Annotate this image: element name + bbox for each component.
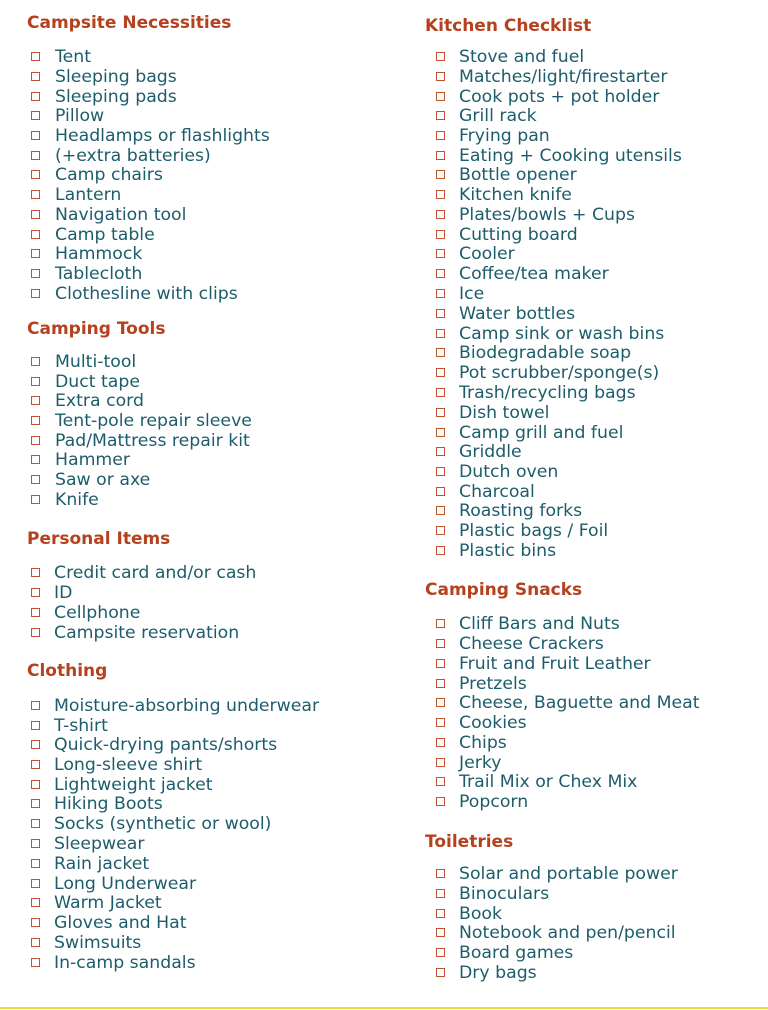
checkbox-icon[interactable]	[31, 111, 40, 120]
checkbox-icon[interactable]	[31, 170, 40, 179]
checkbox-icon[interactable]	[436, 289, 445, 298]
checkbox-icon[interactable]	[436, 52, 445, 61]
checkbox-icon[interactable]	[31, 151, 40, 160]
checkbox-icon[interactable]	[31, 628, 40, 637]
section-title-toiletries: Toiletries	[425, 832, 514, 852]
checkbox-icon[interactable]	[436, 738, 445, 747]
checkbox-icon[interactable]	[31, 475, 40, 484]
checkbox-icon[interactable]	[436, 467, 445, 476]
checkbox-icon[interactable]	[31, 377, 40, 386]
checkbox-icon[interactable]	[31, 416, 40, 425]
checkbox-icon[interactable]	[436, 210, 445, 219]
checkbox-icon[interactable]	[436, 170, 445, 179]
checkbox-icon[interactable]	[31, 918, 40, 927]
checkbox-icon[interactable]	[31, 799, 40, 808]
checkbox-icon[interactable]	[436, 92, 445, 101]
checkbox-icon[interactable]	[31, 588, 40, 597]
checkbox-icon[interactable]	[31, 210, 40, 219]
checkbox-icon[interactable]	[436, 388, 445, 397]
checkbox-icon[interactable]	[31, 721, 40, 730]
checkbox-icon[interactable]	[436, 447, 445, 456]
checkbox-icon[interactable]	[436, 309, 445, 318]
section-title-personal-items: Personal Items	[27, 529, 171, 549]
checkbox-icon[interactable]	[436, 718, 445, 727]
checkbox-icon[interactable]	[31, 92, 40, 101]
checkbox-icon[interactable]	[436, 131, 445, 140]
checkbox-icon[interactable]	[31, 740, 40, 749]
checkbox-icon[interactable]	[436, 408, 445, 417]
checkbox-icon[interactable]	[31, 608, 40, 617]
bottom-divider	[0, 1007, 768, 1009]
checkbox-icon[interactable]	[436, 526, 445, 535]
section-title-clothing: Clothing	[27, 661, 108, 681]
checkbox-icon[interactable]	[436, 777, 445, 786]
checkbox-icon[interactable]	[436, 546, 445, 555]
checkbox-icon[interactable]	[31, 898, 40, 907]
checkbox-icon[interactable]	[436, 230, 445, 239]
checkbox-icon[interactable]	[31, 131, 40, 140]
checkbox-icon[interactable]	[436, 329, 445, 338]
section-title-campsite-necessities: Campsite Necessities	[27, 13, 232, 33]
checkbox-icon[interactable]	[436, 72, 445, 81]
checkbox-icon[interactable]	[31, 495, 40, 504]
checkbox-icon[interactable]	[31, 230, 40, 239]
checkbox-icon[interactable]	[436, 269, 445, 278]
section-title-camping-snacks: Camping Snacks	[425, 580, 583, 600]
checkbox-icon[interactable]	[436, 869, 445, 878]
checkbox-icon[interactable]	[436, 190, 445, 199]
checkbox-icon[interactable]	[31, 52, 40, 61]
checkbox-icon[interactable]	[31, 357, 40, 366]
checkbox-icon[interactable]	[436, 909, 445, 918]
checkbox-icon[interactable]	[436, 487, 445, 496]
checkbox-icon[interactable]	[436, 659, 445, 668]
checkbox-icon[interactable]	[436, 348, 445, 357]
checkbox-icon[interactable]	[31, 455, 40, 464]
checkbox-icon[interactable]	[31, 879, 40, 888]
checkbox-icon[interactable]	[436, 368, 445, 377]
checkbox-icon[interactable]	[436, 506, 445, 515]
checkbox-icon[interactable]	[436, 679, 445, 688]
checkbox-icon[interactable]	[31, 249, 40, 258]
section-title-camping-tools: Camping Tools	[27, 319, 166, 339]
checkbox-icon[interactable]	[436, 948, 445, 957]
section-title-kitchen-checklist: Kitchen Checklist	[425, 16, 592, 36]
checkbox-icon[interactable]	[31, 568, 40, 577]
checkbox-icon[interactable]	[31, 701, 40, 710]
checkbox-icon[interactable]	[31, 269, 40, 278]
checkbox-icon[interactable]	[31, 958, 40, 967]
checkbox-icon[interactable]	[31, 72, 40, 81]
checkbox-icon[interactable]	[31, 780, 40, 789]
checkbox-icon[interactable]	[31, 190, 40, 199]
checkbox-icon[interactable]	[31, 760, 40, 769]
checkbox-icon[interactable]	[436, 968, 445, 977]
checkbox-icon[interactable]	[436, 249, 445, 258]
checkbox-icon[interactable]	[436, 797, 445, 806]
checkbox-icon[interactable]	[436, 619, 445, 628]
checkbox-icon[interactable]	[436, 151, 445, 160]
checkbox-icon[interactable]	[436, 758, 445, 767]
checkbox-icon[interactable]	[436, 428, 445, 437]
checkbox-icon[interactable]	[31, 396, 40, 405]
checkbox-icon[interactable]	[31, 289, 40, 298]
checkbox-icon[interactable]	[436, 111, 445, 120]
checkbox-icon[interactable]	[31, 938, 40, 947]
checkbox-icon[interactable]	[31, 839, 40, 848]
checkbox-icon[interactable]	[31, 819, 40, 828]
checkbox-icon[interactable]	[436, 639, 445, 648]
checkbox-icon[interactable]	[31, 859, 40, 868]
checkbox-icon[interactable]	[436, 928, 445, 937]
checkbox-icon[interactable]	[31, 436, 40, 445]
checkbox-icon[interactable]	[436, 889, 445, 898]
checkbox-icon[interactable]	[436, 698, 445, 707]
